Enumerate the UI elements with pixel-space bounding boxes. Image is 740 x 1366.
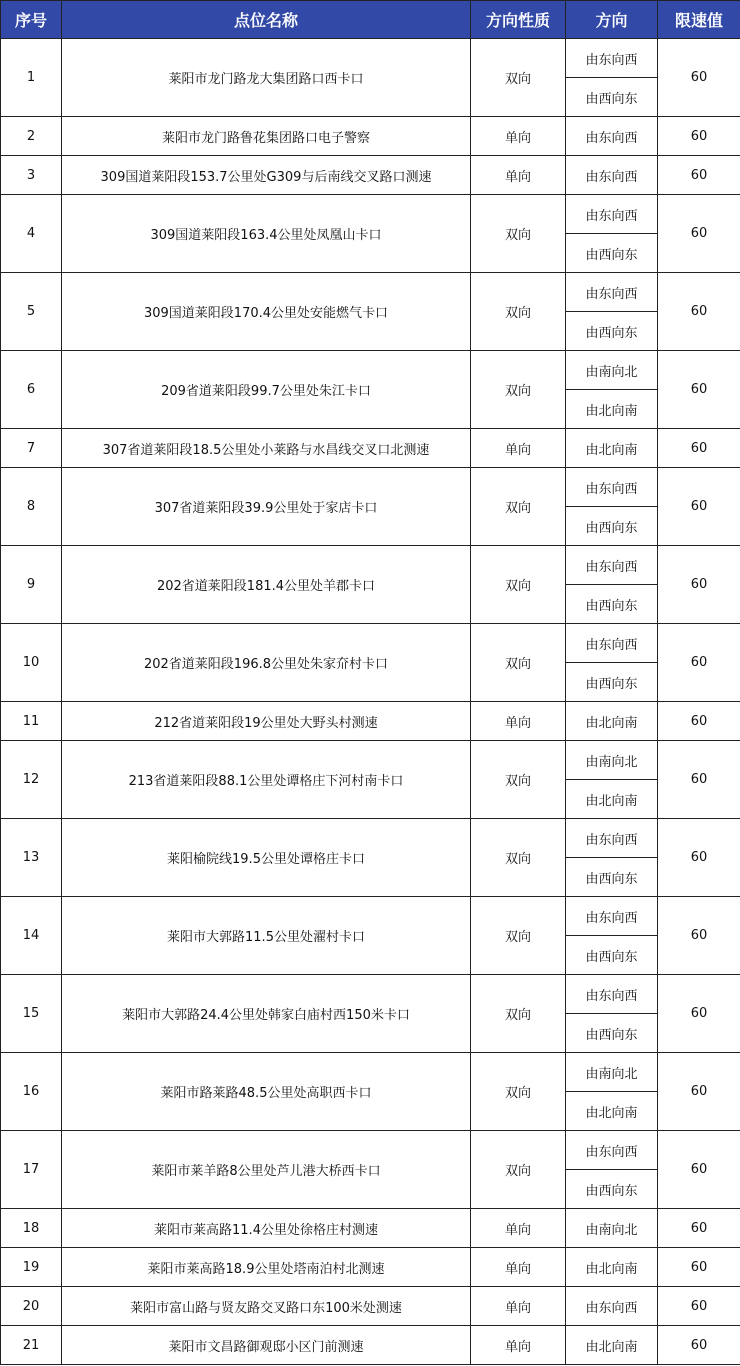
speed-limit-cell: 60 [658, 351, 740, 429]
direction-type-cell: 双向 [471, 624, 566, 702]
location-name-cell: 309国道莱阳段170.4公里处安能燃气卡口 [62, 273, 471, 351]
direction-type-cell: 单向 [471, 156, 566, 195]
table-row [1, 1287, 740, 1326]
location-name-cell: 309国道莱阳段163.4公里处凤凰山卡口 [62, 195, 471, 273]
row-number-cell: 7 [1, 429, 62, 468]
direction-cell: 由东向西 [566, 1287, 658, 1326]
location-name-cell: 莱阳市路莱路48.5公里处高职西卡口 [62, 1053, 471, 1131]
location-name-cell: 213省道莱阳段88.1公里处谭格庄下河村南卡口 [62, 741, 471, 819]
table-row [1, 351, 740, 390]
row-number-cell: 18 [1, 1209, 62, 1248]
row-number-cell: 13 [1, 819, 62, 897]
direction-type-cell: 单向 [471, 117, 566, 156]
direction-cell: 由西向东 [566, 312, 658, 351]
direction-cell: 由南向北 [566, 351, 658, 390]
header-type: 方向性质 [471, 1, 566, 39]
direction-cell: 由东向西 [566, 39, 658, 78]
direction-cell: 由北向南 [566, 702, 658, 741]
direction-type-cell: 双向 [471, 195, 566, 273]
direction-cell: 由西向东 [566, 234, 658, 273]
row-number-cell: 15 [1, 975, 62, 1053]
direction-type-cell: 双向 [471, 1131, 566, 1209]
row-number-cell: 11 [1, 702, 62, 741]
row-number-cell: 12 [1, 741, 62, 819]
speed-limit-cell: 60 [658, 897, 740, 975]
row-number-cell: 6 [1, 351, 62, 429]
header-no: 序号 [1, 1, 62, 39]
location-name-cell: 莱阳市富山路与贤友路交叉路口东100米处测速 [62, 1287, 471, 1326]
direction-cell: 由东向西 [566, 897, 658, 936]
table-row [1, 1131, 740, 1170]
direction-cell: 由西向东 [566, 507, 658, 546]
speed-limit-cell: 60 [658, 1131, 740, 1209]
direction-type-cell: 双向 [471, 1053, 566, 1131]
location-name-cell: 莱阳市龙门路龙大集团路口西卡口 [62, 39, 471, 117]
speed-limit-cell: 60 [658, 702, 740, 741]
table-row [1, 819, 740, 858]
table-row [1, 741, 740, 780]
table-row [1, 1326, 740, 1365]
row-number-cell: 16 [1, 1053, 62, 1131]
direction-cell: 由北向南 [566, 1326, 658, 1365]
speed-limit-cell: 60 [658, 273, 740, 351]
direction-type-cell: 单向 [471, 1209, 566, 1248]
direction-cell: 由北向南 [566, 429, 658, 468]
direction-cell: 由西向东 [566, 936, 658, 975]
location-name-cell: 莱阳市莱高路18.9公里处塔南泊村北测速 [62, 1248, 471, 1287]
direction-cell: 由西向东 [566, 1014, 658, 1053]
direction-cell: 由南向北 [566, 1053, 658, 1092]
direction-cell: 由西向东 [566, 663, 658, 702]
row-number-cell: 19 [1, 1248, 62, 1287]
speed-limit-cell: 60 [658, 975, 740, 1053]
header-limit: 限速值 [658, 1, 740, 39]
direction-type-cell: 双向 [471, 351, 566, 429]
speed-limit-cell: 60 [658, 819, 740, 897]
location-name-cell: 莱阳市大郭路24.4公里处韩家白庙村西150米卡口 [62, 975, 471, 1053]
table-row [1, 702, 740, 741]
row-number-cell: 1 [1, 39, 62, 117]
row-number-cell: 17 [1, 1131, 62, 1209]
speed-limit-cell: 60 [658, 156, 740, 195]
table-row [1, 1209, 740, 1248]
header-name: 点位名称 [62, 1, 471, 39]
direction-cell: 由东向西 [566, 156, 658, 195]
direction-type-cell: 双向 [471, 546, 566, 624]
direction-type-cell: 双向 [471, 468, 566, 546]
table-row [1, 897, 740, 936]
speed-limit-cell: 60 [658, 117, 740, 156]
row-number-cell: 10 [1, 624, 62, 702]
direction-type-cell: 单向 [471, 1326, 566, 1365]
direction-cell: 由东向西 [566, 1131, 658, 1170]
table-body [1, 39, 740, 1365]
table-row [1, 1053, 740, 1092]
location-name-cell: 莱阳市莱高路11.4公里处徐格庄村测速 [62, 1209, 471, 1248]
speed-limit-cell: 60 [658, 195, 740, 273]
location-name-cell: 202省道莱阳段181.4公里处羊郡卡口 [62, 546, 471, 624]
direction-cell: 由西向东 [566, 858, 658, 897]
location-name-cell: 309国道莱阳段153.7公里处G309与后南线交叉路口测速 [62, 156, 471, 195]
direction-cell: 由东向西 [566, 468, 658, 507]
row-number-cell: 14 [1, 897, 62, 975]
location-name-cell: 202省道莱阳段196.8公里处朱家夼村卡口 [62, 624, 471, 702]
location-name-cell: 莱阳市龙门路鲁花集团路口电子警察 [62, 117, 471, 156]
table-row [1, 195, 740, 234]
row-number-cell: 20 [1, 1287, 62, 1326]
location-name-cell: 307省道莱阳段18.5公里处小莱路与水昌线交叉口北测速 [62, 429, 471, 468]
location-name-cell: 209省道莱阳段99.7公里处朱江卡口 [62, 351, 471, 429]
direction-type-cell: 双向 [471, 897, 566, 975]
table-row [1, 39, 740, 78]
location-name-cell: 莱阳市文昌路御观邸小区门前测速 [62, 1326, 471, 1365]
direction-cell: 由南向北 [566, 1209, 658, 1248]
speed-limit-cell: 60 [658, 1053, 740, 1131]
table-row [1, 156, 740, 195]
table-row [1, 273, 740, 312]
header-row [1, 1, 740, 39]
direction-cell: 由东向西 [566, 117, 658, 156]
table-row [1, 546, 740, 585]
table-row [1, 468, 740, 507]
direction-type-cell: 双向 [471, 975, 566, 1053]
header-direction: 方向 [566, 1, 658, 39]
speed-limit-cell: 60 [658, 39, 740, 117]
speed-limit-cell: 60 [658, 1287, 740, 1326]
direction-type-cell: 双向 [471, 39, 566, 117]
direction-type-cell: 单向 [471, 1287, 566, 1326]
direction-cell: 由西向东 [566, 585, 658, 624]
speed-limit-cell: 60 [658, 1326, 740, 1365]
location-name-cell: 莱阳市大郭路11.5公里处濯村卡口 [62, 897, 471, 975]
direction-type-cell: 双向 [471, 741, 566, 819]
direction-cell: 由西向东 [566, 78, 658, 117]
table-row [1, 975, 740, 1014]
direction-type-cell: 单向 [471, 702, 566, 741]
speed-limit-cell: 60 [658, 624, 740, 702]
direction-type-cell: 单向 [471, 429, 566, 468]
table-row [1, 117, 740, 156]
row-number-cell: 4 [1, 195, 62, 273]
direction-type-cell: 双向 [471, 819, 566, 897]
row-number-cell: 21 [1, 1326, 62, 1365]
direction-cell: 由东向西 [566, 624, 658, 663]
speed-limit-cell: 60 [658, 741, 740, 819]
direction-cell: 由东向西 [566, 975, 658, 1014]
direction-cell: 由北向南 [566, 780, 658, 819]
row-number-cell: 9 [1, 546, 62, 624]
speed-limit-cell: 60 [658, 546, 740, 624]
direction-cell: 由北向南 [566, 1248, 658, 1287]
row-number-cell: 5 [1, 273, 62, 351]
location-name-cell: 212省道莱阳段19公里处大野头村测速 [62, 702, 471, 741]
row-number-cell: 2 [1, 117, 62, 156]
direction-type-cell: 单向 [471, 1248, 566, 1287]
direction-cell: 由东向西 [566, 546, 658, 585]
speed-limit-cell: 60 [658, 1209, 740, 1248]
location-name-cell: 莱阳榆院线19.5公里处谭格庄卡口 [62, 819, 471, 897]
row-number-cell: 8 [1, 468, 62, 546]
speed-limit-cell: 60 [658, 429, 740, 468]
table-row [1, 1248, 740, 1287]
direction-cell: 由东向西 [566, 819, 658, 858]
direction-cell: 由东向西 [566, 195, 658, 234]
location-name-cell: 307省道莱阳段39.9公里处于家店卡口 [62, 468, 471, 546]
speed-limit-cell: 60 [658, 468, 740, 546]
speed-limit-cell: 60 [658, 1248, 740, 1287]
direction-cell: 由东向西 [566, 273, 658, 312]
direction-cell: 由南向北 [566, 741, 658, 780]
row-number-cell: 3 [1, 156, 62, 195]
location-name-cell: 莱阳市莱羊路8公里处芦儿港大桥西卡口 [62, 1131, 471, 1209]
direction-cell: 由西向东 [566, 1170, 658, 1209]
direction-cell: 由北向南 [566, 390, 658, 429]
direction-type-cell: 双向 [471, 273, 566, 351]
table-row [1, 429, 740, 468]
direction-cell: 由北向南 [566, 1092, 658, 1131]
table-row [1, 624, 740, 663]
